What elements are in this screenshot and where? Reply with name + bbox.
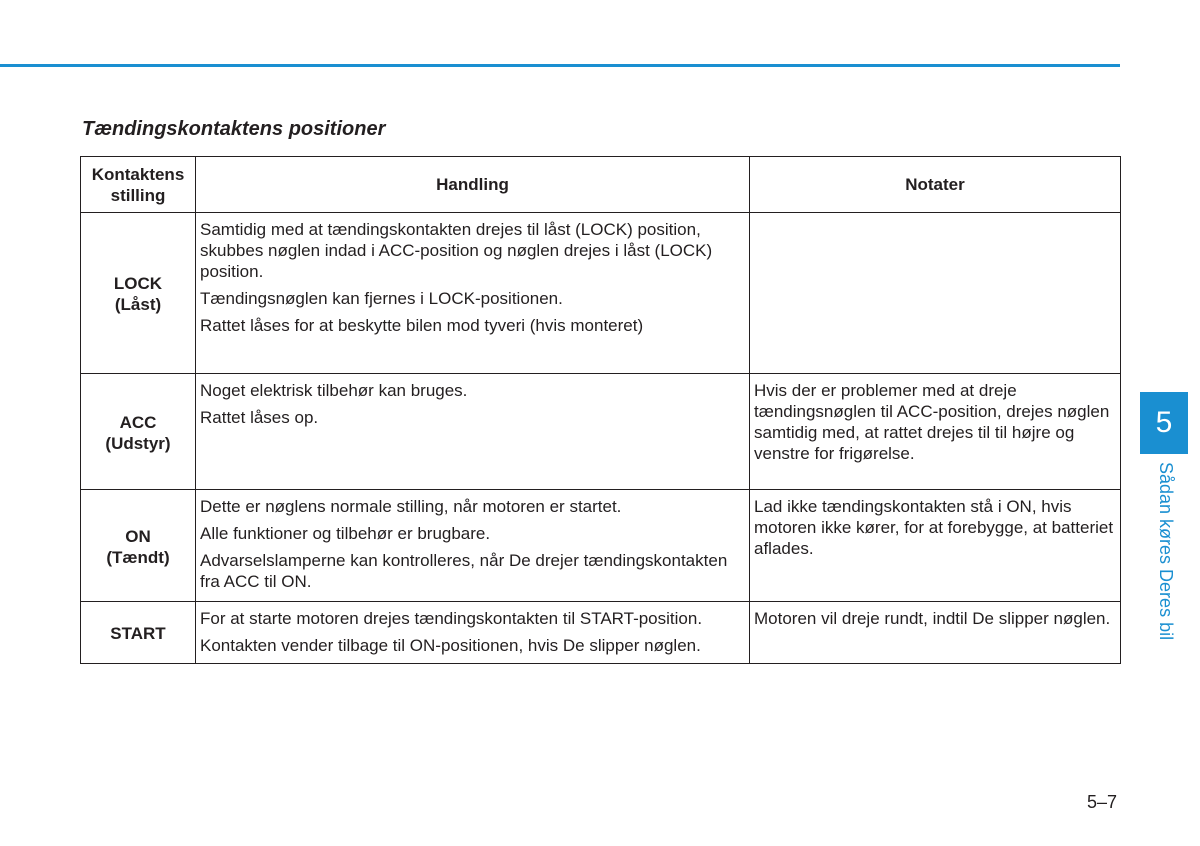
position-cell (81, 602, 196, 664)
action-text: Tændingsnøglen kan fjernes i LOCK-positionen. (200, 289, 563, 308)
position-name: ON (125, 526, 151, 546)
position-translation: (Låst) (114, 295, 162, 314)
table-row (81, 374, 1121, 490)
action-text: Rattet låses op. (200, 408, 319, 427)
position-cell (81, 374, 196, 490)
action-cell (196, 602, 750, 664)
action-text: Rattet låses for at beskytte bilen mod tyveri (hvis monteret) (200, 316, 644, 335)
action-text: Samtidig med at tændingskontakten drejes til låst (LOCK) position, skubbes nøglen indad i ACC-position og nøglen drejes i låst (LOCK) position. (200, 220, 713, 281)
action-text: For at starte motoren drejes tændingskontakten til START-position. (200, 609, 703, 628)
section-title: Tændingskontaktens positioner (82, 118, 386, 140)
chapter-label: Sådan køres Deres bil (1156, 462, 1176, 641)
header-action: Handling (196, 157, 750, 213)
page-number: 5–7 (1087, 792, 1118, 812)
chapter-number-tab: 5 (1140, 392, 1188, 454)
action-text: Kontakten vender tilbage til ON-positionen, hvis De slipper nøglen. (200, 636, 701, 655)
action-cell (196, 213, 750, 374)
table-header-row (81, 157, 1121, 213)
position-translation: (Udstyr) (105, 433, 171, 453)
action-text: Dette er nøglens normale stilling, når motoren er startet. (200, 497, 622, 516)
notes-cell: Motoren vil dreje rundt, indtil De slipper nøglen. (750, 602, 1121, 664)
table-row (81, 490, 1121, 602)
action-text: Alle funktioner og tilbehør er brugbare. (200, 524, 491, 543)
table-row (81, 213, 1121, 374)
notes-cell: Lad ikke tændingskontakten stå i ON, hvis motoren ikke kører, for at forebygge, at batteriet aflades. (750, 490, 1121, 602)
action-text: Noget elektrisk tilbehør kan bruges. (200, 381, 468, 400)
notes-cell: Hvis der er problemer med at dreje tændingsnøglen til ACC-position, drejes nøglen samtidig med, at rattet drejes til til højre og venstre for frigørelse. (750, 374, 1121, 490)
action-cell (196, 490, 750, 602)
position-name: START (110, 624, 166, 643)
position-name: LOCK (113, 274, 163, 293)
header-notes: Notater (750, 157, 1121, 213)
table-row (81, 602, 1121, 664)
notes-cell (750, 213, 1121, 374)
position-cell (81, 490, 196, 602)
top-rule (0, 64, 1120, 67)
action-text: Advarselslamperne kan kontrolleres, når De drejer tændingskontakten fra ACC til ON. (200, 551, 728, 591)
ignition-positions-table (80, 156, 1121, 664)
position-translation: (Tændt) (106, 547, 170, 567)
header-position: Kontaktens stilling (81, 157, 196, 213)
position-cell (81, 213, 196, 374)
action-cell (196, 374, 750, 490)
position-name: ACC (119, 412, 157, 432)
